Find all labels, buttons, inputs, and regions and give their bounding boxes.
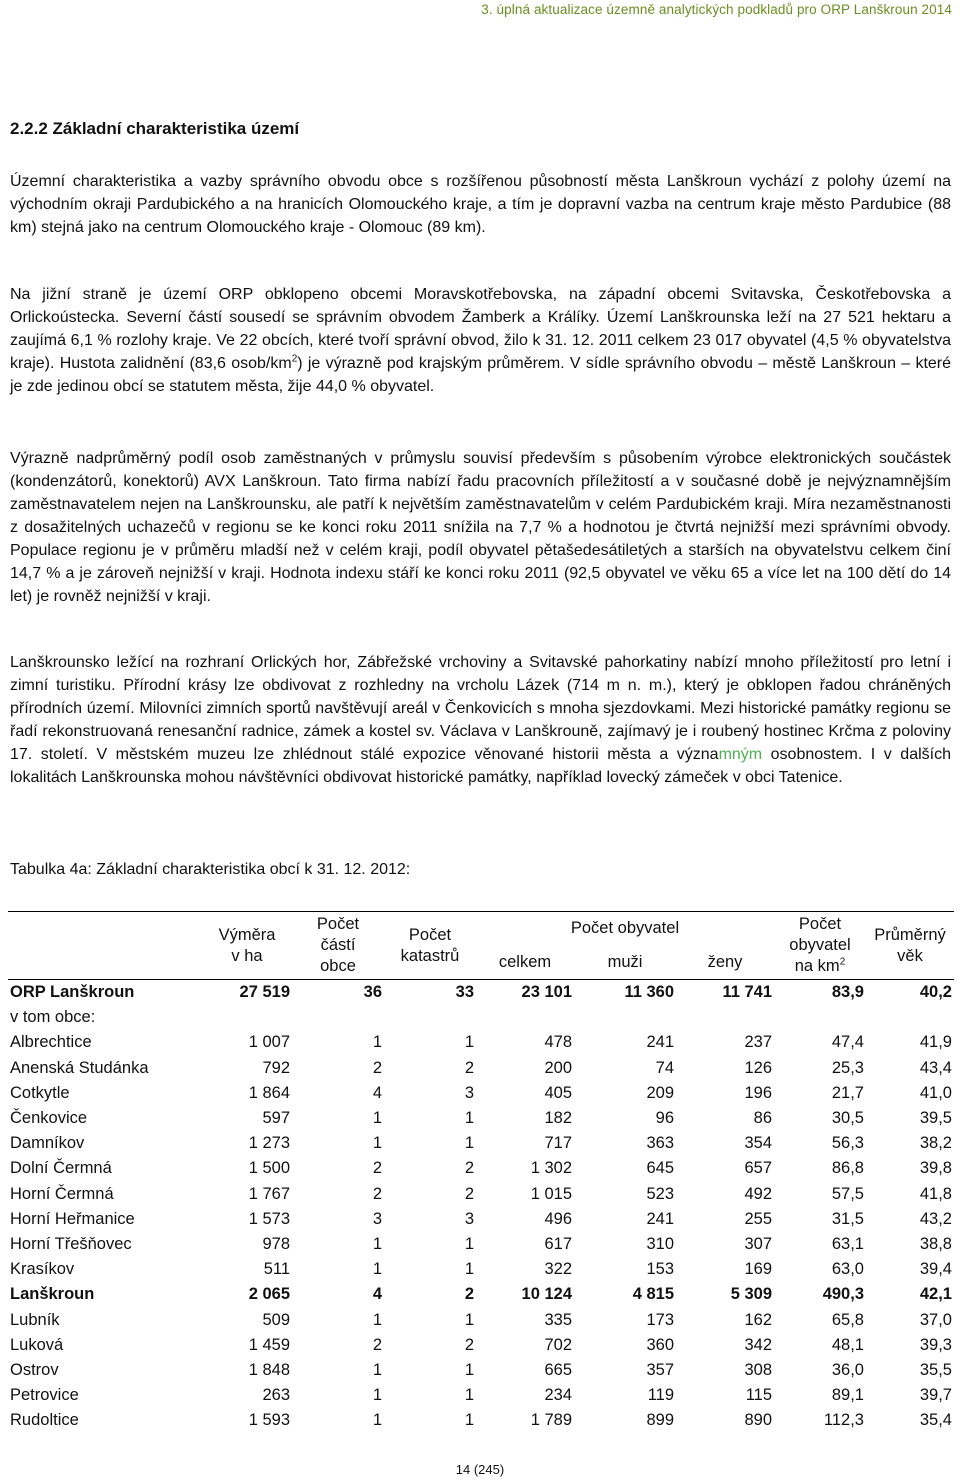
cell-hustota: 112,3 [823,1411,864,1430]
municipalities-table [8,911,954,1433]
cell-municipality: v tom obce: [10,1008,96,1027]
cell-hustota: 86,8 [831,1159,864,1178]
table-row [8,980,954,1006]
cell-katastru: 1 [464,1411,474,1430]
table-row [8,1131,954,1156]
cell-katastru: 1 [464,1134,474,1153]
cell-hustota: 48,1 [831,1335,864,1354]
table-row [8,1358,954,1383]
cell-katastru: 1 [464,1386,474,1405]
cell-muzi: 310 [646,1234,674,1253]
header-total: celkem [476,946,574,980]
cell-muzi [574,1005,676,1030]
cell-vymera: 263 [262,1386,290,1405]
cell-katastru [384,1005,476,1030]
cell-vek: 43,2 [919,1209,952,1228]
header-area-line1: Výměra [218,925,276,944]
table-caption: Tabulka 4a: Základní charakteristika obcí k 31. 12. 2012: [10,861,411,878]
cell-vymera: 27 519 [239,983,290,1002]
cell-vymera: 2 065 [248,1285,290,1304]
cell-zeny: 342 [744,1335,772,1354]
cell-celkem: 702 [544,1335,572,1354]
cell-zeny: 162 [744,1310,772,1329]
cell-muzi: 241 [646,1209,674,1228]
cell-hustota: 63,0 [831,1260,864,1279]
cell-katastru: 2 [464,1285,474,1304]
cell-katastru: 33 [455,983,474,1002]
header-area-line2: v ha [231,946,263,965]
cell-muzi: 74 [655,1058,674,1077]
cell-muzi: 96 [655,1109,674,1128]
table-row [8,1081,954,1106]
cell-casti: 4 [372,1285,382,1304]
header-name [8,912,202,980]
header-cadastres-line2: katastrů [400,946,460,965]
cell-zeny: 5 309 [730,1285,772,1304]
cell-vek: 41,0 [919,1083,952,1102]
header-cadastres-line1: Počet [408,925,452,944]
cell-katastru: 2 [464,1335,474,1354]
paragraph-tourism-text-end: osobnostem. I v dalších lokalitách Lanškrounska mohou návštěvníci obdivovat historické památky, například lovecký zámeček v obci Tatenice. [10,746,952,786]
cell-celkem: 1 015 [530,1184,572,1203]
cell-vek: 35,5 [919,1360,952,1379]
cell-zeny: 255 [744,1209,772,1228]
page-number: 14 (245) [455,1462,505,1477]
cell-vek: 39,8 [919,1159,952,1178]
cell-vymera: 1 573 [248,1209,290,1228]
cell-celkem: 1 302 [530,1159,572,1178]
cell-vymera: 1 593 [248,1411,290,1430]
header-age-line1: Průměrný [874,925,946,944]
cell-hustota: 83,9 [831,983,864,1002]
cell-muzi: 899 [646,1411,674,1430]
highlighted-fragment: mným [718,746,763,763]
cell-casti: 3 [372,1209,382,1228]
cell-celkem: 1 789 [530,1411,572,1430]
cell-muzi: 360 [646,1335,674,1354]
cell-zeny: 657 [744,1159,772,1178]
cell-municipality: Horní Třešňovec [10,1234,132,1253]
cell-celkem: 478 [544,1033,572,1052]
header-parts-line2: částí [320,936,356,954]
cell-hustota: 25,3 [831,1058,864,1077]
cell-celkem: 717 [544,1134,572,1153]
paragraph-neighbours-text: Na jižní straně je území ORP obklopeno obcemi Moravskotřebovska, na západní obcemi Svitavska, Českotřebovska a Orlickoústecka. Severní částí sousedí se správním obvodem Žamberk a Králíky. Území Lanškrounska leží na 27 521 hektaru a zaujímá 6,1 % rozlohy kraje. Ve 22 obcích, které tvoří správní obvod, žilo k 31. 12. 2011 celkem 23 017 obyvatel (4,5 % obyvatelstva kraje). Hustota zalidnění (83,6 osob/km [10,286,951,372]
cell-hustota: 56,3 [831,1134,864,1153]
cell-casti: 2 [372,1335,382,1354]
cell-zeny: 196 [744,1083,772,1102]
cell-celkem: 496 [544,1209,572,1228]
cell-vek [866,1005,954,1030]
cell-muzi: 153 [646,1260,674,1279]
cell-zeny: 492 [744,1184,772,1203]
cell-municipality: Damníkov [10,1134,85,1153]
cell-katastru: 1 [464,1310,474,1329]
cell-celkem: 200 [544,1058,572,1077]
cell-katastru: 3 [464,1083,474,1102]
header-cadastres [384,912,476,980]
cell-municipality: Horní Čermná [10,1184,114,1203]
paragraph-neighbours-text-end: ) je výrazně pod krajským průměrem. V sídle správního obvodu – městě Lanškroun – které je zde jedinou obcí se statutem města, žije 44,0 % obyvatel. [10,355,952,395]
header-age [866,912,954,980]
table-row [8,1383,954,1408]
cell-casti: 2 [372,1058,382,1077]
cell-municipality: Lanškroun [10,1285,95,1304]
header-parts-line3: obce [320,957,356,975]
cell-vymera: 1 459 [248,1335,290,1354]
table-row [8,1307,954,1332]
cell-hustota: 36,0 [831,1360,864,1379]
cell-zeny: 11 741 [722,983,772,1002]
cell-muzi: 119 [647,1386,674,1405]
cell-hustota: 57,5 [831,1184,864,1203]
cell-casti: 2 [372,1184,382,1203]
cell-muzi: 363 [646,1134,674,1153]
cell-municipality: Dolní Čermná [10,1159,112,1178]
paragraph-tourism [10,651,951,789]
cell-vek: 37,0 [919,1310,952,1329]
cell-vymera: 1 864 [248,1083,290,1102]
table-row [8,1156,954,1181]
cell-municipality: Horní Heřmanice [10,1209,135,1228]
cell-hustota: 89,1 [831,1386,864,1405]
cell-celkem: 182 [544,1109,572,1128]
cell-vymera: 597 [262,1109,290,1128]
cell-municipality: Anenská Studánka [10,1058,149,1077]
cell-muzi: 645 [646,1159,674,1178]
table-row [8,1333,954,1358]
header-area [202,912,292,980]
table-body [8,980,954,1434]
cell-celkem: 617 [544,1234,572,1253]
cell-vymera: 1 007 [248,1033,290,1052]
table-row [8,1232,954,1257]
cell-vymera: 1 848 [248,1360,290,1379]
cell-vek: 35,4 [919,1411,952,1430]
cell-hustota: 30,5 [831,1109,864,1128]
cell-vek: 39,3 [919,1335,952,1354]
cell-vymera [202,1005,292,1030]
cell-hustota: 490,3 [822,1285,864,1304]
cell-katastru: 2 [464,1159,474,1178]
table-row [8,1106,954,1131]
table-row [8,1408,954,1433]
table-row [8,1030,954,1055]
cell-municipality: ORP Lanškroun [10,983,135,1002]
cell-zeny: 307 [744,1234,772,1253]
header-density-unit: na km [794,957,840,975]
cell-katastru: 2 [464,1058,474,1077]
cell-vymera: 1 273 [248,1134,290,1153]
cell-vek: 41,9 [919,1033,952,1052]
paragraph-tourism-text: Lanškrounsko ležící na rozhraní Orlických hor, Zábřežské vrchoviny a Svitavské pahorkatiny nabízí mnoho příležitostí pro letní i zimní turistiku. Přírodní krásy lze obdivovat z rozhledny na vrcholu Lázek (714 m n. m.), který je obklopen řadou chráněných přírodních území. Milovníci zimních sportů navštěvují areál v Čenkovicích s mnoha sjezdovkami. Mezi historické památky regionu se řadí rekonstruovaná renesanční radnice, zámek a kostel sv. Václava v Lanškrouně, zajímavý je i roubený hostinec Krčma z poloviny 17. století. V městském muzeu lze zhlédnout stálé expozice věnované historii města a význa [10,654,951,763]
cell-zeny: 169 [744,1260,772,1279]
header-age-line2: věk [897,946,923,965]
running-header: 3. úplná aktualizace územně analytických podkladů pro ORP Lanškroun 2014 [481,2,952,17]
header-density [774,912,866,980]
cell-muzi: 4 815 [632,1285,674,1304]
header-density-line2: obyvatel [789,936,851,954]
cell-hustota: 63,1 [831,1234,864,1253]
superscript-2: 2 [291,353,298,365]
cell-municipality: Albrechtice [10,1033,92,1052]
cell-vek: 39,7 [919,1386,952,1405]
cell-katastru: 1 [464,1033,474,1052]
cell-casti: 4 [372,1083,382,1102]
cell-celkem: 10 124 [521,1285,572,1304]
cell-zeny: 86 [753,1109,772,1128]
cell-casti: 1 [372,1360,382,1379]
table-row [8,1005,954,1030]
cell-casti: 1 [372,1260,382,1279]
cell-municipality: Čenkovice [10,1109,88,1128]
cell-vymera: 1 767 [248,1184,290,1203]
cell-muzi: 11 360 [624,983,674,1002]
cell-municipality: Luková [10,1335,64,1354]
cell-celkem: 234 [544,1386,572,1405]
cell-katastru: 1 [464,1260,474,1279]
cell-casti: 1 [372,1411,382,1430]
cell-municipality: Krasíkov [10,1260,75,1279]
cell-katastru: 3 [464,1209,474,1228]
cell-katastru: 1 [464,1109,474,1128]
cell-celkem [476,1005,574,1030]
cell-casti: 36 [363,983,382,1002]
header-men: muži [574,946,676,980]
cell-vek: 39,4 [919,1260,952,1279]
table-row [8,1207,954,1232]
cell-muzi: 523 [646,1184,674,1203]
table-row [8,1056,954,1081]
cell-municipality: Rudoltice [10,1411,79,1430]
cell-vymera: 511 [263,1260,290,1279]
table-header-row [8,912,954,946]
cell-celkem: 322 [544,1260,572,1279]
paragraph-territory: Územní charakteristika a vazby správního obvodu obce s rozšířenou působností města Lanškroun vychází z polohy území na východním okraji Pardubického a na hranicích Olomouckého kraje, a tím je dopravní vazba na centrum kraje město Pardubice (88 km) stejná jako na centrum Olomouckého kraje - Olomouc (89 km). [10,173,951,236]
header-density-line3 [776,956,864,977]
cell-vymera: 792 [262,1058,290,1077]
cell-hustota: 65,8 [831,1310,864,1329]
cell-zeny: 354 [744,1134,772,1153]
header-density-line1: Počet [798,915,842,933]
cell-celkem: 23 101 [521,983,572,1002]
cell-casti: 1 [372,1109,382,1128]
table-row [8,1282,954,1307]
cell-zeny: 308 [744,1360,772,1379]
cell-vek: 40,2 [919,983,952,1002]
cell-zeny: 890 [744,1411,772,1430]
header-parts-line1: Počet [316,915,360,933]
header-population-group: Počet obyvatel [476,912,774,946]
cell-casti: 1 [372,1033,382,1052]
cell-vek: 41,8 [919,1184,952,1203]
cell-vek: 42,1 [919,1285,952,1304]
cell-zeny [676,1005,774,1030]
cell-zeny: 115 [745,1386,772,1405]
cell-katastru: 2 [464,1184,474,1203]
cell-casti: 1 [372,1310,382,1329]
header-parts [292,912,384,980]
cell-hustota: 21,7 [831,1083,864,1102]
cell-municipality: Cotkytle [10,1083,70,1102]
cell-hustota: 47,4 [831,1033,864,1052]
paragraph-economy: Výrazně nadprůměrný podíl osob zaměstnaných v průmyslu souvisí především s působením výrobce elektronických součástek (kondenzátorů, konektorů) AVX Lanškroun. Tato firma nabízí řadu pracovních příležitostí a v současné době je nejvýznamnějším zaměstnavatelem nejen na Lanškrounsku, ale patří k největším zaměstnavatelům v celém Pardubickém kraji. Míra nezaměstnanosti z dosažitelných uchazečů v regionu se ke konci roku 2011 snížila na 7,7 % a hodnotou je čtvrtá nejnižší mezi správními obvody. Populace regionu je v průměru mladší než v celém kraji, podíl obyvatel pětašedesátiletých a starších na obyvatelstvu celkem činí 14,7 % a je zároveň nejnižší v kraji. Hodnota indexu stáří ke konci roku 2011 (92,5 obyvatel ve věku 65 a více let na 100 dětí do 14 let) je rovněž nejnižší v kraji. [10,450,951,605]
cell-katastru: 1 [464,1360,474,1379]
cell-celkem: 335 [544,1310,572,1329]
cell-zeny: 126 [744,1058,772,1077]
section-title: 2.2.2 Základní charakteristika území [10,119,300,138]
cell-casti: 1 [372,1134,382,1153]
table-row [8,1257,954,1282]
cell-municipality: Petrovice [10,1386,79,1405]
cell-hustota: 31,5 [831,1209,864,1228]
cell-celkem: 665 [544,1360,572,1379]
cell-vymera: 509 [262,1310,290,1329]
header-density-sup: 2 [839,956,846,968]
cell-muzi: 357 [646,1360,674,1379]
cell-vek: 39,5 [919,1109,952,1128]
cell-casti: 1 [372,1234,382,1253]
cell-vymera: 978 [262,1234,290,1253]
cell-vymera: 1 500 [248,1159,290,1178]
paragraph-neighbours [10,283,951,398]
cell-casti [292,1005,384,1030]
cell-muzi: 209 [646,1083,674,1102]
cell-muzi: 241 [646,1033,674,1052]
cell-municipality: Ostrov [10,1360,59,1379]
cell-vek: 38,8 [919,1234,952,1253]
cell-municipality: Lubník [10,1310,60,1329]
cell-casti: 1 [372,1386,382,1405]
cell-katastru: 1 [464,1234,474,1253]
cell-vek: 43,4 [919,1058,952,1077]
cell-muzi: 173 [646,1310,674,1329]
cell-zeny: 237 [744,1033,772,1052]
header-women: ženy [676,946,774,980]
cell-vek: 38,2 [919,1134,952,1153]
cell-hustota [774,1005,866,1030]
table-row [8,1182,954,1207]
cell-celkem: 405 [544,1083,572,1102]
cell-casti: 2 [372,1159,382,1178]
